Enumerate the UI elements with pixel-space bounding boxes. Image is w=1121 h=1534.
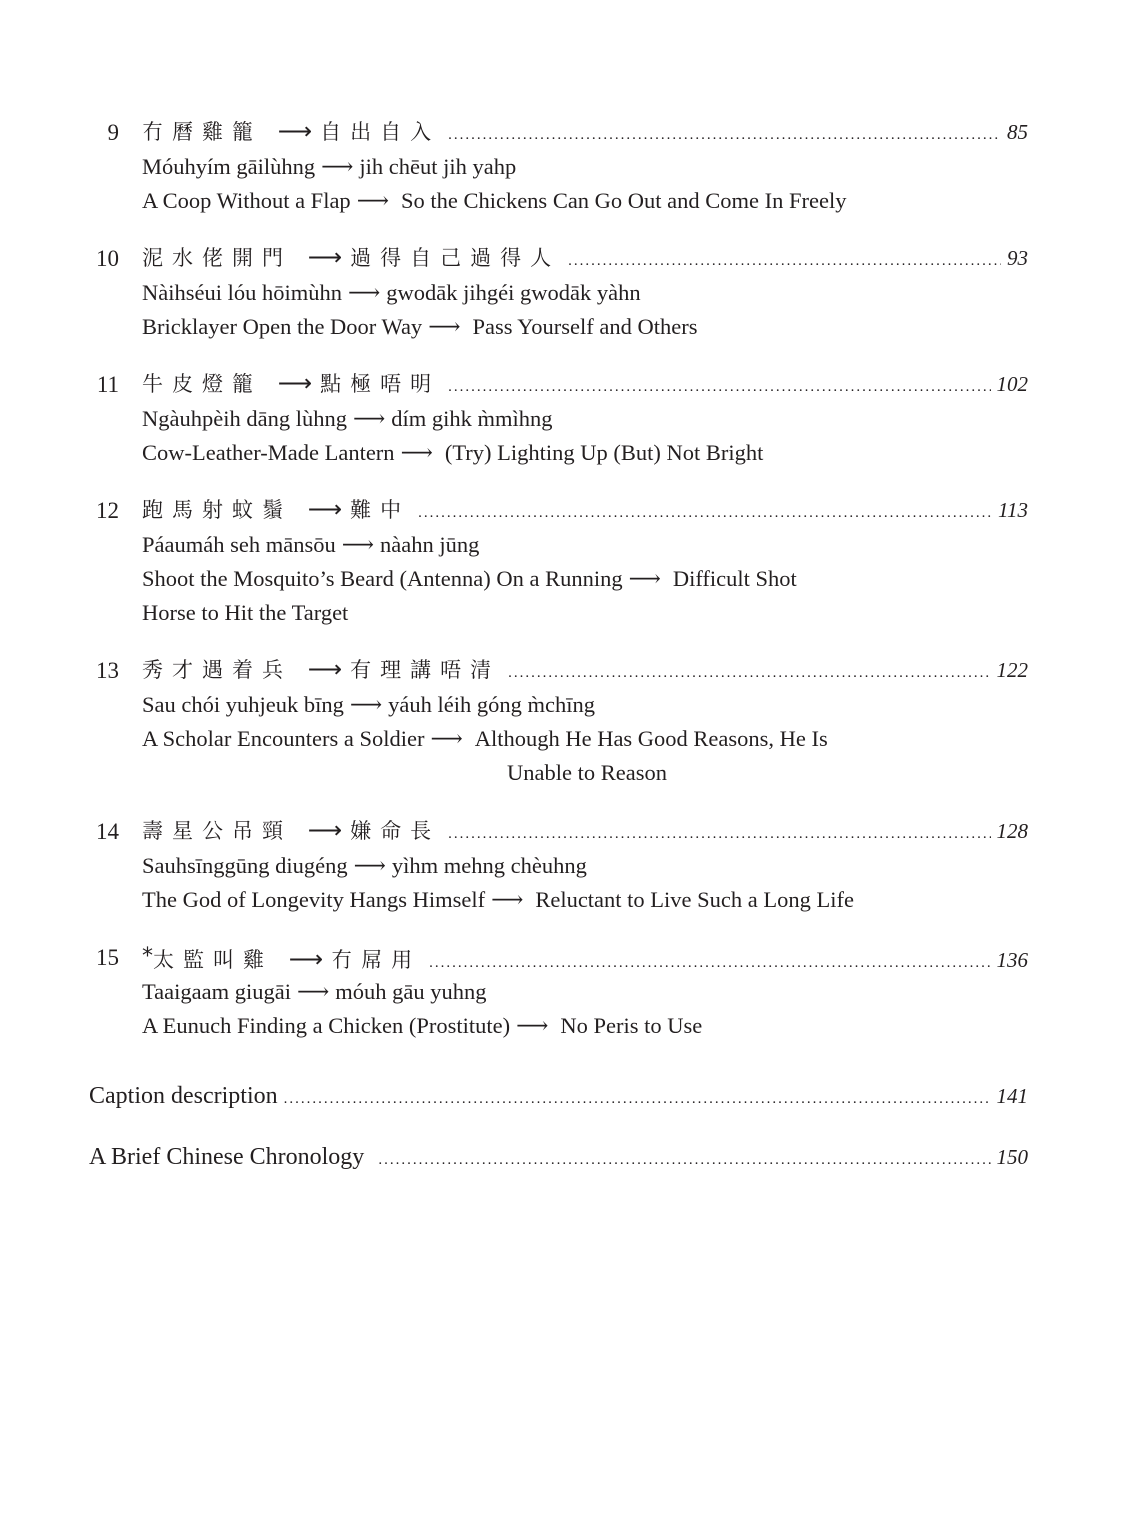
arrow-icon: ⟶ <box>307 657 343 683</box>
arrow-icon: ⟶ <box>307 245 343 271</box>
entry-number: 14 <box>96 819 119 844</box>
arrow-icon: ⟶ <box>628 566 661 591</box>
page-number: 102 <box>996 372 1028 396</box>
chinese-title: 跑馬射蚊鬚 ⟶ 難中 <box>142 497 411 523</box>
page-number: 85 <box>1007 120 1028 144</box>
arrow-icon: ⟶ <box>277 119 313 145</box>
entry-number: 9 <box>107 120 119 145</box>
section-title: Caption description <box>89 1083 278 1109</box>
english-translation: The God of Longevity Hangs Himself ⟶ Reluctant to Live Such a Long Life <box>142 887 854 912</box>
english-translation: Cow-Leather-Made Lantern ⟶ (Try) Lighting Up (But) Not Bright <box>142 440 764 465</box>
english-translation: A Scholar Encounters a Soldier ⟶ Although He Has Good Reasons, He Is <box>142 726 828 751</box>
page-number: 122 <box>996 658 1028 682</box>
chinese-title: 秀才遇着兵 ⟶ 有理講唔清 <box>142 657 501 683</box>
dot-leader <box>508 659 990 687</box>
asterisk-mark: * <box>142 944 153 969</box>
arrow-icon: ⟶ <box>491 887 524 912</box>
entry-heading[interactable] <box>142 244 1028 275</box>
romanization: Nàihséui lóu hōimùhn ⟶ gwodāk jihgéi gwodāk yàhn <box>142 280 641 305</box>
arrow-icon: ⟶ <box>297 979 330 1004</box>
english-translation: Shoot the Mosquito’s Beard (Antenna) On a Running ⟶ Difficult Shot <box>142 566 797 591</box>
english-translation: Bricklayer Open the Door Way ⟶ Pass Yourself and Others <box>142 314 698 339</box>
chinese-title: 冇曆雞籠 ⟶ 自出自入 <box>142 119 441 145</box>
romanization: Sau chói yuhjeuk bīng ⟶ yáuh léih góng m̀chīng <box>142 692 595 717</box>
entry-heading[interactable] <box>142 943 1028 977</box>
section-title: A Brief Chinese Chronology <box>89 1144 365 1170</box>
english-translation-continued: Horse to Hit the Target <box>142 600 349 625</box>
english-translation: A Eunuch Finding a Chicken (Prostitute) ⟶ No Peris to Use <box>142 1013 703 1038</box>
romanization: Ngàuhpèih dāng lùhng ⟶ dím gihk m̀mìhng <box>142 406 553 431</box>
arrow-icon: ⟶ <box>428 314 461 339</box>
arrow-icon: ⟶ <box>307 818 343 844</box>
romanization: Sauhsīnggūng diugéng ⟶ yìhm mehng chèuhng <box>142 853 587 878</box>
page-number: 128 <box>996 819 1028 843</box>
entry-heading[interactable] <box>142 370 1028 401</box>
entry-heading[interactable] <box>142 817 1028 848</box>
arrow-icon: ⟶ <box>349 692 383 717</box>
arrow-icon: ⟶ <box>307 497 343 523</box>
entry-heading[interactable] <box>142 656 1028 687</box>
romanization: Páaumáh seh mānsōu ⟶ nàahn jūng <box>142 532 480 557</box>
dot-leader <box>284 1084 991 1114</box>
entry-heading[interactable] <box>142 496 1028 527</box>
arrow-icon: ⟶ <box>341 532 374 557</box>
dot-leader <box>568 247 1001 275</box>
arrow-icon: ⟶ <box>516 1013 549 1038</box>
chinese-title: *太監叫雞 ⟶ 冇屌用 <box>142 944 422 973</box>
toc-section-chronology[interactable] <box>89 1142 1028 1175</box>
dot-leader <box>448 373 990 401</box>
dot-leader <box>418 499 992 527</box>
arrow-icon: ⟶ <box>347 280 381 305</box>
dot-leader <box>378 1145 990 1175</box>
arrow-icon: ⟶ <box>400 440 433 465</box>
entry-number: 13 <box>96 658 119 683</box>
chinese-title: 泥水佬開門 ⟶ 過得自己過得人 <box>142 245 561 271</box>
arrow-icon: ⟶ <box>352 406 386 431</box>
chinese-title: 壽星公吊頸 ⟶ 嫌命長 <box>142 818 441 844</box>
entry-heading[interactable] <box>142 118 1028 149</box>
arrow-icon: ⟶ <box>321 154 354 179</box>
page-number: 141 <box>996 1084 1028 1108</box>
romanization: Móuhyím gāilùhng ⟶ jih chēut jih yahp <box>142 154 517 179</box>
arrow-icon: ⟶ <box>288 947 324 973</box>
page-number: 150 <box>996 1145 1028 1169</box>
arrow-icon: ⟶ <box>277 371 313 397</box>
entry-number: 15 <box>96 945 119 970</box>
romanization: Taaigaam giugāi ⟶ móuh gāu yuhng <box>142 979 487 1004</box>
dot-leader <box>429 949 990 977</box>
page-number: 136 <box>996 948 1028 972</box>
dot-leader <box>448 121 1001 149</box>
entry-number: 12 <box>96 498 119 523</box>
arrow-icon: ⟶ <box>353 853 386 878</box>
entry-number: 11 <box>96 372 119 397</box>
arrow-icon: ⟶ <box>430 726 463 751</box>
chinese-title: 牛皮燈籠 ⟶ 點極唔明 <box>142 371 441 397</box>
arrow-icon: ⟶ <box>356 188 389 213</box>
dot-leader <box>448 820 990 848</box>
toc-section-caption-description[interactable] <box>89 1081 1028 1114</box>
page-number: 93 <box>1007 246 1028 270</box>
entry-number: 10 <box>96 246 119 271</box>
english-translation: A Coop Without a Flap ⟶ So the Chickens Can Go Out and Come In Freely <box>142 188 847 213</box>
page-number: 113 <box>998 498 1028 522</box>
english-translation-continued: Unable to Reason <box>507 760 667 785</box>
